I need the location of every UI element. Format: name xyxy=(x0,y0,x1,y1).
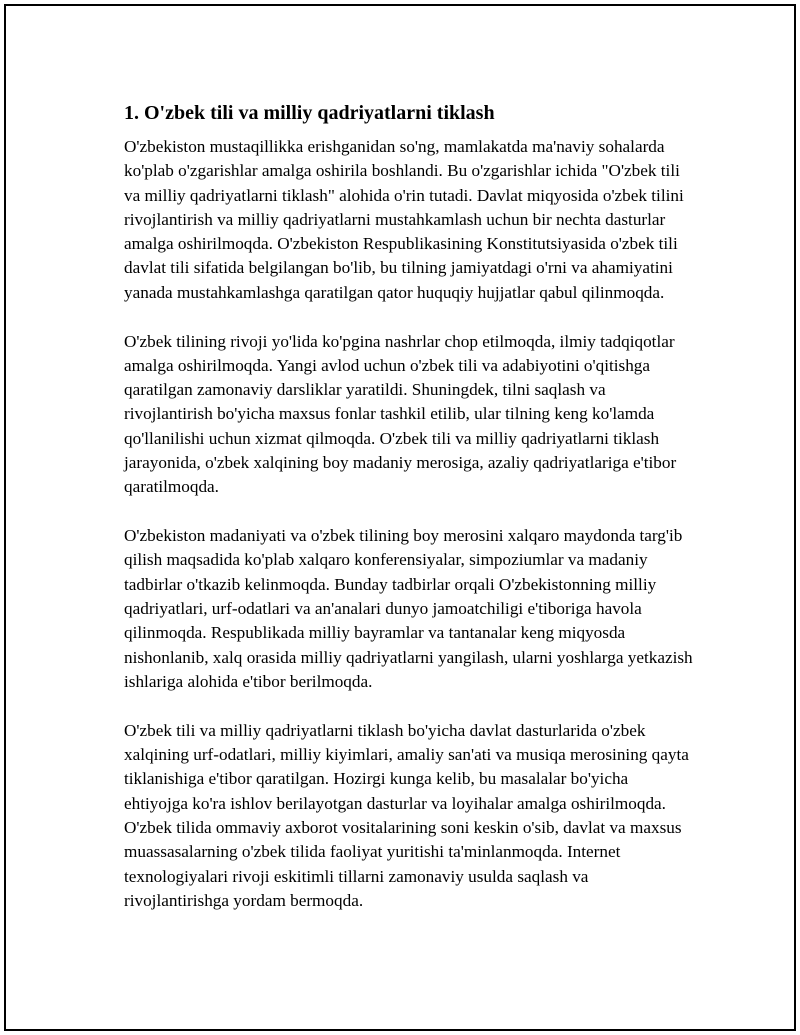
paragraph-1: O'zbekiston mustaqillikka erishganidan so'ng, mamlakatda ma'naviy sohalarda ko'plab o'zgarishlar amalga oshirila boshlandi. Bu o'zgarishlar ichida "O'zbek tili va milliy qadriyatlarni tiklash" alohida o'rin tutadi. Davlat miqyosida o'zbek tilini rivojlantirish va milliy qadriyatlarni mustahkamlash uchun bir nechta dasturlar amalga oshirilmoqda. O'zbekiston Respublikasining Konstitutsiyasida o'zbek tili davlat tili sifatida belgilangan bo'lib, bu tilning jamiyatdagi o'rni va ahamiyatini yanada mustahkamlashga qaratilgan qator huquqiy hujjatlar qabul qilinmoqda. xyxy=(124,137,684,302)
paragraph-2: O'zbek tilining rivoji yo'lida ko'pgina nashrlar chop etilmoqda, ilmiy tadqiqotlar amalga oshirilmoqda. Yangi avlod uchun o'zbek tili va adabiyotini o'qitishga qaratilgan zamonaviy darsliklar yaratildi. Shuningdek, tilni saqlash va rivojlantirish bo'yicha maxsus fonlar tashkil etilib, ular tilning keng ko'lamda qo'llanilishi uchun xizmat qilmoqda. O'zbek tili va milliy qadriyatlarni tiklash jarayonida, o'zbek xalqining boy madaniy merosiga, azaliy qadriyatlariga e'tibor qaratilmoqda. xyxy=(124,331,677,497)
document-body xyxy=(124,100,694,938)
section-heading: 1. O'zbek tili va milliy qadriyatlarni tiklash xyxy=(124,102,495,124)
page-frame xyxy=(4,4,796,1031)
paragraph-3: O'zbekiston madaniyati va o'zbek tilining boy merosini xalqaro maydonda targ'ib qilish maqsadida ko'plab xalqaro konferensiyalar, simpoziumlar va madaniy tadbirlar o'tkazib kelinmoqda. Bunday tadbirlar orqali O'zbekistonning milliy qadriyatlari, urf-odatlari va an'analari dunyo jamoatchiligi e'tiboriga havola qilinmoqda. Respublikada milliy bayramlar va tantanalar keng miqyosda nishonlanib, xalq orasida milliy qadriyatlarni yangilash, ularni yoshlarga yetkazish ishlariga alohida e'tibor berilmoqda. xyxy=(124,526,693,691)
paragraph-4: O'zbek tili va milliy qadriyatlarni tiklash bo'yicha davlat dasturlarida o'zbek xalqining urf-odatlari, milliy kiyimlari, amaliy san'ati va musiqa merosining qayta tiklanishiga e'tibor qaratilgan. Hozirgi kunga kelib, bu masalalar bo'yicha ehtiyojga ko'ra ishlov berilayotgan dasturlar va loyihalar amalga oshirilmoqda. O'zbek tilida ommaviy axborot vositalarining soni keskin o'sib, davlat va maxsus muassasalarning o'zbek tilida faoliyat yuritishi ta'minlanmoqda. Internet texnologiyalari rivoji eskitimli tillarni zamonaviy usulda saqlash va rivojlantirishga yordam bermoqda. xyxy=(124,720,689,910)
